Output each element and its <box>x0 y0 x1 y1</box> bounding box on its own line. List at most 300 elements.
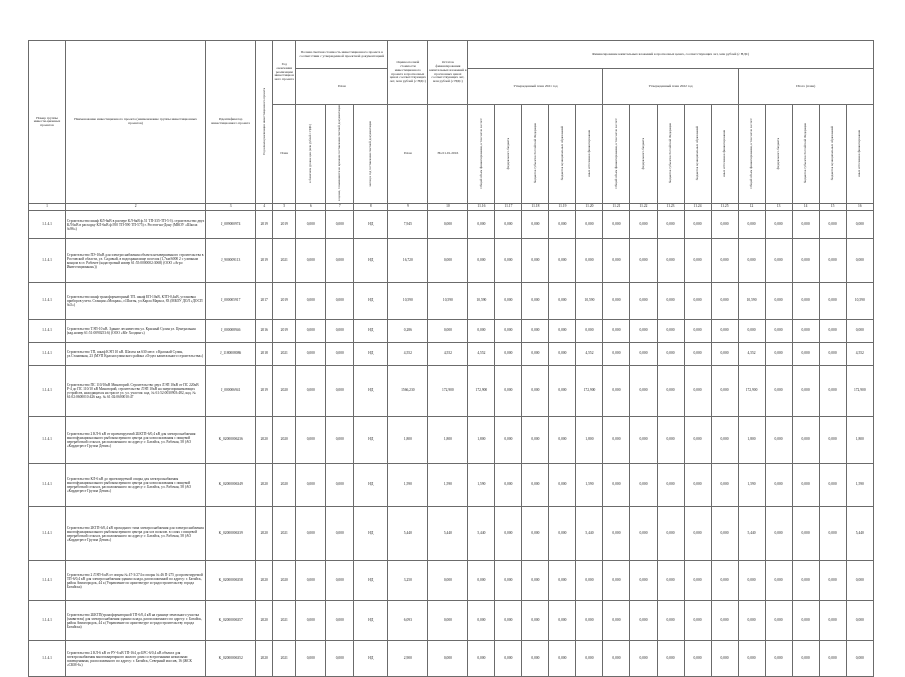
financing-value-cell: 0,000 <box>738 239 765 283</box>
header-fin-total-sum: Общий объем финансирования, в том числе за счет: <box>738 105 765 204</box>
column-index-cell: 12 <box>738 204 765 211</box>
remaining-cell: 0,000 <box>428 601 468 641</box>
financing-value-cell: 0,000 <box>630 239 657 283</box>
remaining-cell: 5,440 <box>428 507 468 561</box>
estimate-plan-cell: 1566,230 <box>388 366 428 417</box>
row-number-cell: 1.1.4.1 <box>29 417 66 464</box>
financing-value-cell: 0,000 <box>495 283 522 320</box>
financing-value-cell: 0,000 <box>711 366 738 417</box>
project-id-cell: K_02000006352 <box>206 641 256 677</box>
financing-value-cell: 1,590 <box>576 464 603 507</box>
estimate-plan-cell: 7,945 <box>388 211 428 239</box>
financing-value-cell: 5,440 <box>468 507 495 561</box>
estimate-plan-cell: 5,440 <box>388 507 428 561</box>
financing-value-cell: 0,000 <box>765 417 792 464</box>
cost-date-cell: НД <box>354 366 388 417</box>
remaining-cell: 0,000 <box>428 320 468 343</box>
financing-value-cell: 0,000 <box>765 283 792 320</box>
financing-value-cell: 172,900 <box>468 366 495 417</box>
financing-value-cell: 0,000 <box>468 320 495 343</box>
cost-base-cell: 0,000 <box>296 417 326 464</box>
project-name-cell: Строительство шкаф трансформаторный ТП. шкаф ЕП-10кВ, КТП-0,4кВ, установка приборов учета. Станция «Мокрая», г.Шахты, ул.Карла Маркса, 83 (МБОУ ДОЛ «ДОСП №5») <box>66 283 206 320</box>
remaining-cell: 0,000 <box>428 561 468 601</box>
financing-value-cell: 0,000 <box>630 601 657 641</box>
financing-value-cell: 0,000 <box>603 641 630 677</box>
financing-value-cell: 4,552 <box>468 343 495 366</box>
project-id-cell: J_009000974 <box>206 211 256 239</box>
year-end-cell: 2020 <box>273 366 296 417</box>
financing-value-cell: 172,900 <box>576 366 603 417</box>
financing-value-cell: 0,000 <box>630 366 657 417</box>
financing-value-cell: 0,000 <box>819 464 846 507</box>
table-row <box>29 211 874 239</box>
financing-value-cell: 4,552 <box>738 343 765 366</box>
financing-value-cell: 0,000 <box>603 601 630 641</box>
financing-value-cell: 10,590 <box>576 283 603 320</box>
header-remaining-date: На 01.01.2016 <box>428 105 468 204</box>
header-cost-sub-a: в базисном уровне цен (млн рублей с НДС) <box>296 105 326 204</box>
financing-value-cell: 0,000 <box>549 211 576 239</box>
estimate-plan-cell: 10,590 <box>388 283 428 320</box>
cost-base-cell: 0,000 <box>296 239 326 283</box>
column-index-cell: 3 <box>206 204 256 211</box>
estimate-plan-cell: 1,590 <box>388 464 428 507</box>
financing-value-cell: 0,000 <box>468 641 495 677</box>
financing-value-cell: 0,000 <box>684 366 711 417</box>
year-end-cell: 2020 <box>273 464 296 507</box>
financing-value-cell: 0,000 <box>495 464 522 507</box>
project-name-cell: Строительство ПС 110/10кВ Минаторий. Строительство двух ЛЭП 10кВ от ПС 220кВ Р-4 до ПС 110/10 кВ Минаторий, строительство ЛЭП 10кВ на энергопринимающих устройств, находящихся на трассе ул. ул. участок: кад. № 61:52:0030903:482, кад. № 61:02:0600010:426 кад. № 61:02:0600010:47 <box>66 366 206 417</box>
financing-value-cell: 0,000 <box>846 561 873 601</box>
financing-value-cell: 0,000 <box>549 239 576 283</box>
cost-base-cell: 0,000 <box>296 320 326 343</box>
financing-value-cell: 0,000 <box>765 464 792 507</box>
financing-value-cell: 1,800 <box>576 417 603 464</box>
financing-value-cell: 0,000 <box>495 561 522 601</box>
year-start-cell: 2019 <box>256 239 273 283</box>
header-year-start: Год начала реализации инвестиционного проекта <box>256 41 273 204</box>
financing-value-cell: 0,000 <box>819 507 846 561</box>
remaining-cell: 0,000 <box>428 239 468 283</box>
column-index-cell: 11.21 <box>603 204 630 211</box>
header-fin-fed-2022: федерального бюджета <box>630 105 657 204</box>
cost-base-cell: 0,000 <box>296 601 326 641</box>
estimate-plan-cell: 4,552 <box>388 343 428 366</box>
financing-value-cell: 0,000 <box>711 417 738 464</box>
financing-value-cell: 0,000 <box>819 239 846 283</box>
estimate-plan-cell: 0,286 <box>388 320 428 343</box>
table-row <box>29 320 874 343</box>
financing-value-cell: 0,000 <box>657 561 684 601</box>
year-start-cell: 2020 <box>256 417 273 464</box>
financing-value-cell: 0,000 <box>495 366 522 417</box>
year-end-cell: 2021 <box>273 343 296 366</box>
header-plan-col: План <box>273 105 296 204</box>
financing-value-cell: 0,000 <box>603 366 630 417</box>
financing-value-cell: 0,000 <box>657 507 684 561</box>
row-number-cell: 1.1.4.1 <box>29 464 66 507</box>
financing-value-cell: 1,800 <box>846 417 873 464</box>
financing-value-cell: 0,000 <box>630 320 657 343</box>
column-index-cell: 16 <box>846 204 873 211</box>
financing-value-cell: 0,000 <box>765 211 792 239</box>
financing-value-cell: 0,000 <box>711 211 738 239</box>
project-id-cell: K_02000006349 <box>206 464 256 507</box>
header-fin-fed-sum: федерального бюджета <box>765 105 792 204</box>
header-fin-total-2022: Общий объем финансирования, в том числе за счет: <box>603 105 630 204</box>
project-id-cell: J_1180008086 <box>206 343 256 366</box>
table-row <box>29 641 874 677</box>
year-end-cell: 2020 <box>273 417 296 464</box>
cost-date-cell: НД <box>354 561 388 601</box>
financing-value-cell: 0,000 <box>684 507 711 561</box>
financing-value-cell: 0,000 <box>468 601 495 641</box>
header-fin-total-2021: Общий объем финансирования, в том числе за счет: <box>468 105 495 204</box>
cost-base-cell: 0,000 <box>296 366 326 417</box>
cost-date-cell: НД <box>354 239 388 283</box>
column-index-cell: 11.18 <box>522 204 549 211</box>
financing-value-cell: 0,000 <box>711 343 738 366</box>
table-row <box>29 464 874 507</box>
financing-value-cell: 0,000 <box>792 366 819 417</box>
financing-value-cell: 0,000 <box>684 561 711 601</box>
project-name-cell: Строительство 2 КЛ-6 кВ от РУ-6 кВ ТП-164 до БРС-6/0,4 кВ объекта для электроснабжения многоквартирного жилого дома со встроенными нежилыми помещениями, расположенного по адресу: г. Батайск, Северный массив, 16 (ЖСК «СКМ-6») <box>66 641 206 677</box>
financing-value-cell: 0,000 <box>684 211 711 239</box>
column-index-cell: 2 <box>66 204 206 211</box>
financing-value-cell: 0,000 <box>576 211 603 239</box>
financing-value-cell: 0,000 <box>495 320 522 343</box>
row-number-cell: 1.1.4.1 <box>29 239 66 283</box>
column-index-row <box>29 204 874 211</box>
financing-value-cell: 0,000 <box>603 343 630 366</box>
financing-value-cell: 0,000 <box>819 561 846 601</box>
estimate-plan-cell: 1,800 <box>388 417 428 464</box>
financing-value-cell: 0,000 <box>765 561 792 601</box>
cost-current-cell: 0,000 <box>326 366 354 417</box>
financing-value-cell: 0,000 <box>603 464 630 507</box>
cost-base-cell: 0,000 <box>296 641 326 677</box>
financing-value-cell: 0,000 <box>684 464 711 507</box>
financing-value-cell: 0,000 <box>522 239 549 283</box>
financing-value-cell: 0,000 <box>630 464 657 507</box>
financing-value-cell: 0,000 <box>495 641 522 677</box>
financing-value-cell: 1,590 <box>738 464 765 507</box>
financing-value-cell: 1,590 <box>468 464 495 507</box>
investment-table <box>28 40 874 677</box>
column-index-cell: 11.23 <box>657 204 684 211</box>
header-fin-other-2022: иных источников финансирования <box>711 105 738 204</box>
year-end-cell: 2021 <box>273 641 296 677</box>
financing-value-cell: 0,000 <box>819 601 846 641</box>
financing-value-cell: 0,000 <box>657 641 684 677</box>
financing-value-cell: 0,000 <box>711 507 738 561</box>
column-index-cell: 11.16 <box>468 204 495 211</box>
column-index-cell: 1 <box>29 204 66 211</box>
header-plan-2022: Утвержденный план 2022 год <box>603 69 738 105</box>
header-estimate: Оценка полной стоимости инвестиционного проекта в прогнозных ценах соответствующих лет, млн рублей (с НДС) <box>388 41 428 105</box>
financing-value-cell: 0,000 <box>603 561 630 601</box>
financing-value-cell: 0,000 <box>765 601 792 641</box>
column-index-cell: 11.20 <box>576 204 603 211</box>
financing-value-cell: 0,000 <box>549 601 576 641</box>
year-start-cell: 2019 <box>256 366 273 417</box>
financing-value-cell: 0,000 <box>792 239 819 283</box>
column-index-cell: 14 <box>792 204 819 211</box>
financing-value-cell: 10,590 <box>468 283 495 320</box>
financing-value-cell: 0,000 <box>549 283 576 320</box>
column-index-cell: 7 <box>326 204 354 211</box>
year-end-cell: 2021 <box>273 507 296 561</box>
financing-value-cell: 0,000 <box>819 211 846 239</box>
financing-value-cell: 0,000 <box>711 320 738 343</box>
year-end-cell: 2019 <box>273 211 296 239</box>
financing-value-cell: 0,000 <box>549 417 576 464</box>
cost-date-cell: НД <box>354 601 388 641</box>
financing-value-cell: 0,000 <box>549 464 576 507</box>
financing-value-cell: 0,000 <box>657 239 684 283</box>
financing-value-cell: 0,000 <box>819 417 846 464</box>
table-row <box>29 417 874 464</box>
cost-date-cell: НД <box>354 507 388 561</box>
financing-value-cell: 0,000 <box>576 320 603 343</box>
financing-value-cell: 0,000 <box>549 343 576 366</box>
project-id-cell: K_02000006358 <box>206 561 256 601</box>
financing-value-cell: 0,000 <box>711 283 738 320</box>
header-fin-mun-2021: бюджетов муниципальных образований <box>549 105 576 204</box>
project-name-cell: Строительство КЛ-6 кВ до проектируемой опоры для электроснабжения многофункционального рыбоконсервного центра для хозпользования с пищевой переработкой сельхоз, расположенного по адресу: г. Батайск, ул. Рабочая, 58 (АО «Кордитрест Группа Девиз») <box>66 464 206 507</box>
cost-date-cell: НД <box>354 283 388 320</box>
financing-value-cell: 0,000 <box>738 641 765 677</box>
financing-value-cell: 0,000 <box>495 601 522 641</box>
table-row <box>29 507 874 561</box>
header-financing: Финансирование капитальных вложений в прогнозных ценах, соответствующих лет, млн рублей (с НДС) <box>468 41 874 69</box>
project-name-cell: Строительство 2БКТП(трансформаторной ТП-6/0,4 кВ на границе земельного участка (заявителя) для электроснабжения здания склада, расположенного по адресу: г. Батайск, район Авиагородок, 44 а (Управление по архитектуре и градостроительству города Батайска) <box>66 601 206 641</box>
financing-value-cell: 0,000 <box>657 464 684 507</box>
financing-value-cell: 1,800 <box>468 417 495 464</box>
remaining-cell: 4,552 <box>428 343 468 366</box>
financing-value-cell: 0,000 <box>819 366 846 417</box>
financing-value-cell: 0,000 <box>630 283 657 320</box>
financing-value-cell: 0,000 <box>792 417 819 464</box>
financing-value-cell: 0,000 <box>792 507 819 561</box>
financing-value-cell: 0,000 <box>576 239 603 283</box>
row-number-cell: 1.1.4.1 <box>29 641 66 677</box>
column-index-cell: 4 <box>256 204 273 211</box>
row-number-cell: 1.1.4.1 <box>29 601 66 641</box>
financing-value-cell: 0,000 <box>495 343 522 366</box>
financing-value-cell: 0,000 <box>549 366 576 417</box>
header-cost-sub-c: месяц и год составления сметной документации <box>354 105 388 204</box>
cost-current-cell: 0,000 <box>326 641 354 677</box>
financing-value-cell: 0,000 <box>495 211 522 239</box>
financing-value-cell: 0,000 <box>603 320 630 343</box>
project-id-cell: J_000006941 <box>206 366 256 417</box>
header-fin-mun-sum: бюджетов муниципальных образований <box>819 105 846 204</box>
column-index-cell: 9 <box>388 204 428 211</box>
financing-value-cell: 0,000 <box>738 320 765 343</box>
cost-date-cell: НД <box>354 464 388 507</box>
header-fin-reg-sum: бюджетов субъектов Российской Федерации <box>792 105 819 204</box>
remaining-cell: 1,800 <box>428 417 468 464</box>
year-start-cell: 2020 <box>256 464 273 507</box>
financing-value-cell: 0,000 <box>603 211 630 239</box>
table-row <box>29 366 874 417</box>
cost-current-cell: 0,000 <box>326 601 354 641</box>
financing-value-cell: 0,000 <box>846 320 873 343</box>
financing-value-cell: 0,000 <box>819 641 846 677</box>
header-plan-2021: Утвержденный план 2021 год <box>468 69 603 105</box>
year-end-cell: 2021 <box>273 601 296 641</box>
column-index-cell: 13 <box>765 204 792 211</box>
financing-value-cell: 0,000 <box>846 601 873 641</box>
column-index-cell: 11.25 <box>711 204 738 211</box>
financing-value-cell: 0,000 <box>522 561 549 601</box>
financing-value-cell: 0,000 <box>846 239 873 283</box>
cost-date-cell: НД <box>354 641 388 677</box>
financing-value-cell: 0,000 <box>522 320 549 343</box>
financing-value-cell: 0,000 <box>576 641 603 677</box>
cost-base-cell: 0,000 <box>296 561 326 601</box>
financing-value-cell: 0,000 <box>522 283 549 320</box>
row-number-cell: 1.1.4.1 <box>29 561 66 601</box>
financing-value-cell: 0,000 <box>684 641 711 677</box>
financing-value-cell: 172,900 <box>738 366 765 417</box>
financing-value-cell: 0,000 <box>603 239 630 283</box>
financing-value-cell: 0,000 <box>792 641 819 677</box>
row-number-cell: 1.1.4.1 <box>29 343 66 366</box>
table-row <box>29 343 874 366</box>
financing-value-cell: 0,000 <box>792 464 819 507</box>
financing-value-cell: 0,000 <box>657 366 684 417</box>
financing-value-cell: 0,000 <box>765 320 792 343</box>
header-identifier: Идентификатор инвестиционного проекта <box>206 41 256 204</box>
financing-value-cell: 0,000 <box>711 239 738 283</box>
financing-value-cell: 0,000 <box>846 641 873 677</box>
project-id-cell: J_000008946 <box>206 320 256 343</box>
financing-value-cell: 1,800 <box>738 417 765 464</box>
estimate-plan-cell: 16,720 <box>388 239 428 283</box>
column-index-cell: 8 <box>354 204 388 211</box>
project-name-cell: Строительство 2КТП-6/0,4 кВ проходного типа электроснабжения для электроснабжения многофункционального рыбоконсервного центра для хоз пользов. в слоях с пищевой переработкой сельхоз, расположенного по адресу: г. Батайск, ул. Рабочая, 58 (АО «Кордитрест Группа Девиз») <box>66 507 206 561</box>
header-full-cost-plan: План <box>296 69 388 105</box>
financing-value-cell: 0,000 <box>522 366 549 417</box>
financing-value-cell: 172,900 <box>846 366 873 417</box>
year-start-cell: 2017 <box>256 283 273 320</box>
year-start-cell: 2020 <box>256 641 273 677</box>
project-id-cell: J_000005917 <box>206 283 256 320</box>
cost-date-cell: НД <box>354 211 388 239</box>
financing-value-cell: 5,440 <box>738 507 765 561</box>
financing-value-cell: 0,000 <box>792 601 819 641</box>
table-row <box>29 239 874 283</box>
cost-current-cell: 0,000 <box>326 283 354 320</box>
financing-value-cell: 0,000 <box>576 601 603 641</box>
financing-value-cell: 0,000 <box>549 641 576 677</box>
project-id-cell: K_02000006357 <box>206 601 256 641</box>
project-name-cell: Строительство ТП, шкаф КЭП 10 кВ. Шахты кв 630 мест. г.Красный Сулин, ул.Станичная, 23 (МУП Красносулинского района «Отдел капитального строительства») <box>66 343 206 366</box>
year-start-cell: 2019 <box>256 211 273 239</box>
financing-value-cell: 0,000 <box>738 601 765 641</box>
financing-value-cell: 4,552 <box>576 343 603 366</box>
column-index-cell: 6 <box>296 204 326 211</box>
cost-current-cell: 0,000 <box>326 211 354 239</box>
financing-value-cell: 0,000 <box>522 343 549 366</box>
financing-value-cell: 0,000 <box>522 417 549 464</box>
financing-value-cell: 0,000 <box>657 283 684 320</box>
project-name-cell: Строительство 2 ЛЭП-6 кВ от опоры № 47-3/274 и опоры № 46 П-275 до проектируемой ТП-6/0,4 кВ для электроснабжения здания склада, расположенной по адресу: г. Батайск, район Авиагородок, 44 а (Управление по архитектуре и градостроительству города Батайска) <box>66 561 206 601</box>
estimate-plan-cell: 2,900 <box>388 641 428 677</box>
row-number-cell: 1.1.4.1 <box>29 366 66 417</box>
cost-current-cell: 0,000 <box>326 239 354 283</box>
year-end-cell: 2020 <box>273 561 296 601</box>
financing-value-cell: 0,000 <box>630 561 657 601</box>
financing-value-cell: 0,000 <box>603 417 630 464</box>
table-body <box>29 204 874 677</box>
financing-value-cell: 0,000 <box>495 417 522 464</box>
header-fin-fed-2021: федерального бюджета <box>495 105 522 204</box>
remaining-cell: 10,590 <box>428 283 468 320</box>
year-end-cell: 2019 <box>273 283 296 320</box>
remaining-cell: 172,900 <box>428 366 468 417</box>
financing-value-cell: 0,000 <box>792 211 819 239</box>
year-start-cell: 2018 <box>256 343 273 366</box>
financing-value-cell: 0,000 <box>657 417 684 464</box>
financing-value-cell: 0,000 <box>792 343 819 366</box>
cost-date-cell: НД <box>354 417 388 464</box>
financing-value-cell: 0,000 <box>468 211 495 239</box>
cost-current-cell: 0,000 <box>326 561 354 601</box>
project-id-cell: K_02000006339 <box>206 507 256 561</box>
financing-value-cell: 0,000 <box>846 211 873 239</box>
financing-value-cell: 5,440 <box>576 507 603 561</box>
header-total: Итого (план) <box>738 69 873 105</box>
cost-date-cell: НД <box>354 320 388 343</box>
table-row <box>29 283 874 320</box>
project-name-cell: Строительство ПЭ-10кВ для электроснабжения объекта незавершенного строительства в Ростовской области, ул. Садовый, в водохранилище поселок (1,7км/6000 2 с уличным концом в ст. Рабочее (кадастровый номер 61:55:0000002:3068) (ООО «Агро Инвестиционная»)) <box>66 239 206 283</box>
cost-current-cell: 0,000 <box>326 320 354 343</box>
financing-value-cell: 0,000 <box>819 343 846 366</box>
financing-value-cell: 0,000 <box>792 561 819 601</box>
year-start-cell: 2016 <box>256 320 273 343</box>
cost-base-cell: 0,000 <box>296 464 326 507</box>
financing-value-cell: 0,000 <box>549 561 576 601</box>
financing-value-cell: 0,000 <box>684 239 711 283</box>
table-row <box>29 601 874 641</box>
financing-value-cell: 0,000 <box>684 417 711 464</box>
financing-value-cell: 0,000 <box>657 601 684 641</box>
header-fin-reg-2021: бюджетов субъектов Российской Федерации <box>522 105 549 204</box>
column-index-cell: 11.19 <box>549 204 576 211</box>
financing-value-cell: 0,000 <box>630 417 657 464</box>
financing-value-cell: 0,000 <box>765 366 792 417</box>
cost-base-cell: 0,000 <box>296 343 326 366</box>
financing-value-cell: 0,000 <box>711 561 738 601</box>
financing-value-cell: 0,000 <box>603 507 630 561</box>
table-row <box>29 561 874 601</box>
financing-value-cell: 0,000 <box>819 283 846 320</box>
header-remaining: Остаток финансирования капитальных вложений в прогнозных ценах соответствующих лет, млн рублей (с НДС) <box>428 41 468 105</box>
financing-value-cell: 0,000 <box>468 239 495 283</box>
project-name-cell: Строительство 2 КЛ-6 кВ от проектируемой 2БКТП-6/0,4 кВ для электроснабжения многофункционального рыбоконсервного центра для хозпользования с пищевой переработкой сельхоз, расположенного по адресу: г. Батайск, ул. Рабочая, 58 (АО «Кордитрест Группа Девиз») <box>66 417 206 464</box>
header-fin-other-sum: иных источников финансирования <box>846 105 873 204</box>
project-name-cell: Строительство ТЭП-10 кВ. Здание лесничества ул. Красный Сулин ул. Центральная (кад.номер 61:51:0090253:6) (ООО «Юг Холдинг») <box>66 320 206 343</box>
year-end-cell: 2021 <box>273 239 296 283</box>
header-fin-other-2021: иных источников финансирования <box>576 105 603 204</box>
financing-value-cell: 0,000 <box>522 211 549 239</box>
financing-value-cell: 0,000 <box>549 507 576 561</box>
row-number-cell: 1.1.4.1 <box>29 283 66 320</box>
financing-value-cell: 0,000 <box>657 211 684 239</box>
